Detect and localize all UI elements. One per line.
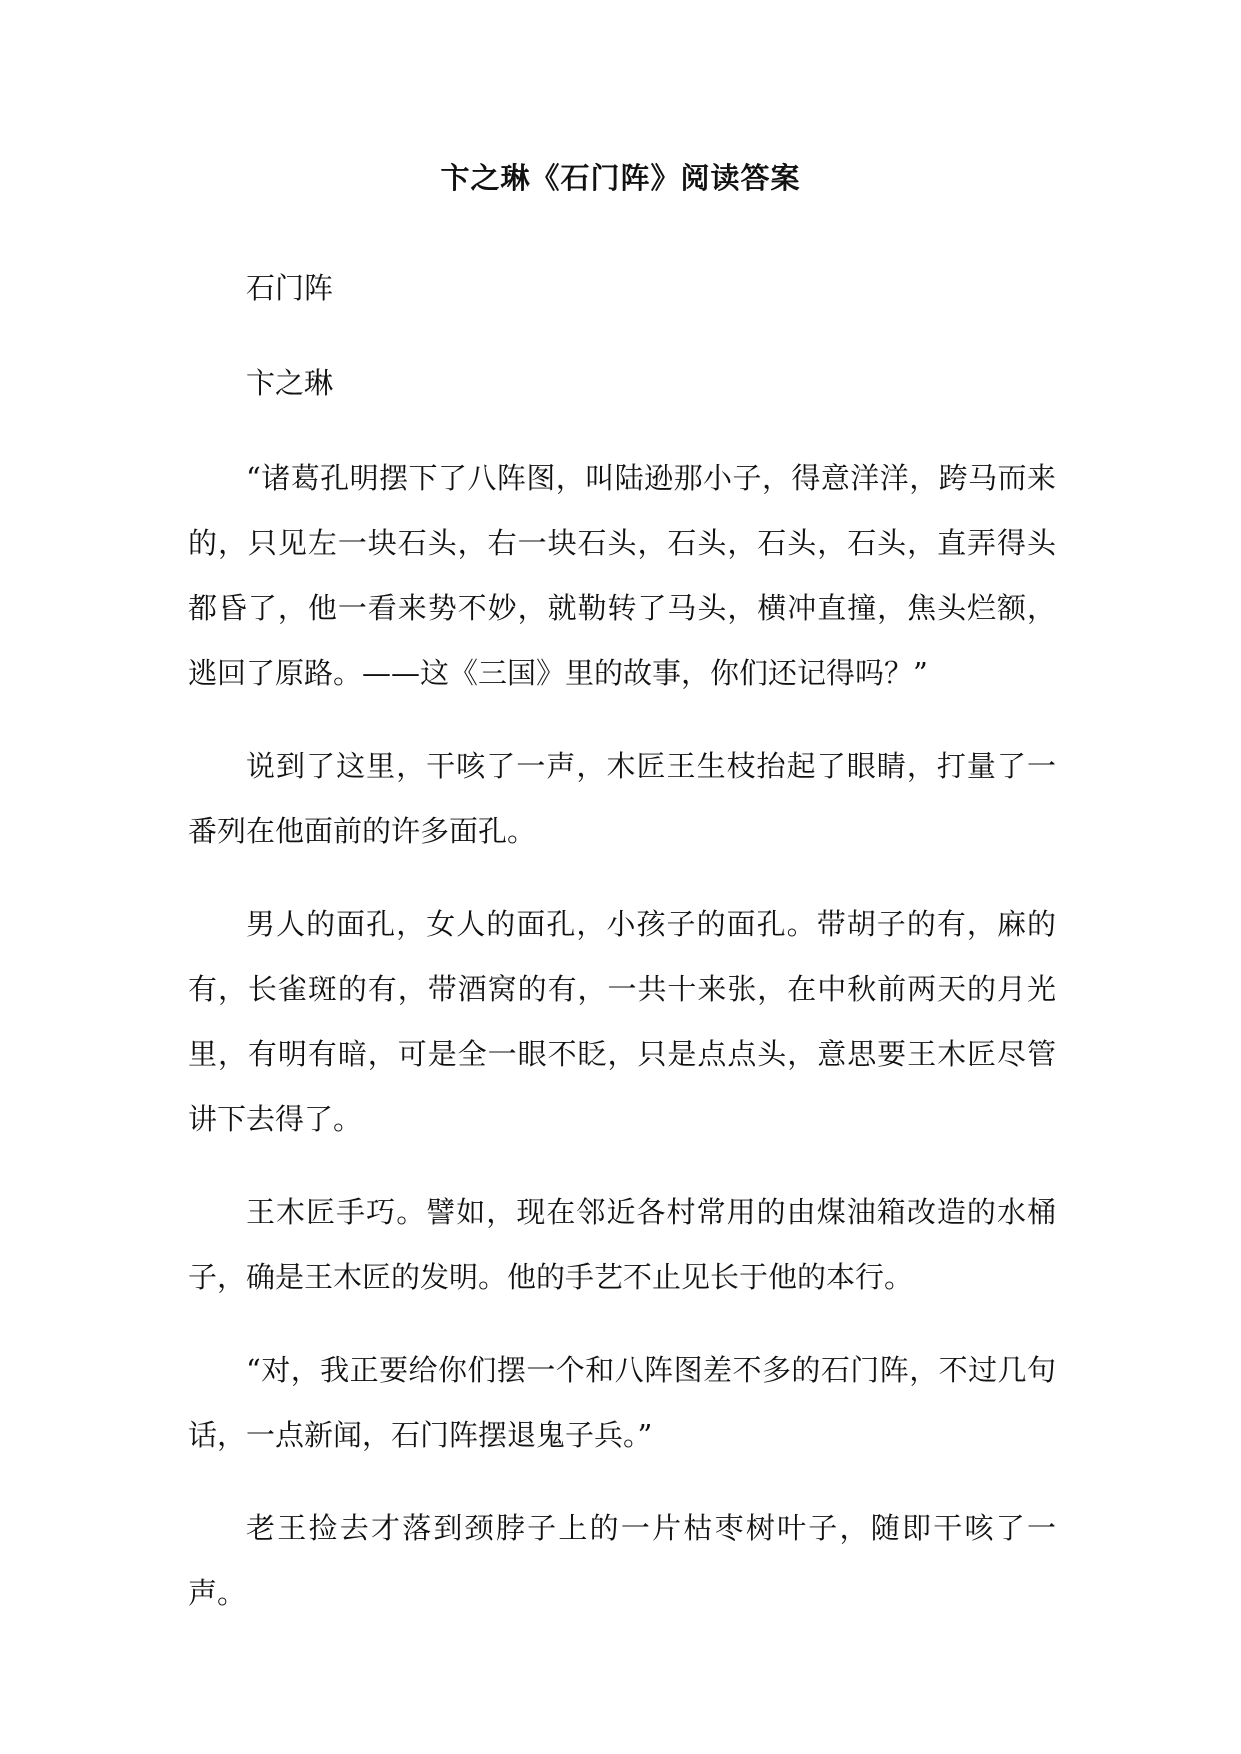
paragraph: 男人的面孔，女人的面孔，小孩子的面孔。带胡子的有，麻的有，长雀斑的有，带酒窝的有，一共十来张，在中秋前两天的月光里，有明有暗，可是全一眼不眨，只是点点头，意思要王木匠尽管讲下去得了。 — [188, 907, 1056, 1136]
document-body — [188, 256, 1056, 1654]
paragraph: 老王捡去才落到颈脖子上的一片枯枣树叶子，随即干咳了一声。 — [188, 1511, 1056, 1610]
paragraph: “诸葛孔明摆下了八阵图，叫陆逊那小子，得意洋洋，跨马而来的，只见左一块石头，右一块石头，石头，石头，石头，直弄得头都昏了，他一看来势不妙，就勒转了马头，横冲直撞，焦头烂额，逃回了原路。——这《三国》里的故事，你们还记得吗？” — [188, 461, 1056, 690]
paragraph: 王木匠手巧。譬如，现在邻近各村常用的由煤油箱改造的水桶子，确是王木匠的发明。他的手艺不止见长于他的本行。 — [188, 1195, 1056, 1294]
story-title: 石门阵 — [246, 271, 334, 305]
story-author: 卞之琳 — [246, 366, 334, 400]
document-title: 卞之琳《石门阵》阅读答案 — [440, 161, 801, 195]
paragraph: 说到了这里，干咳了一声，木匠王生枝抬起了眼睛，打量了一番列在他面前的许多面孔。 — [188, 749, 1056, 848]
paragraph: “对，我正要给你们摆一个和八阵图差不多的石门阵，不过几句话，一点新闻，石门阵摆退鬼子兵。” — [188, 1353, 1056, 1452]
